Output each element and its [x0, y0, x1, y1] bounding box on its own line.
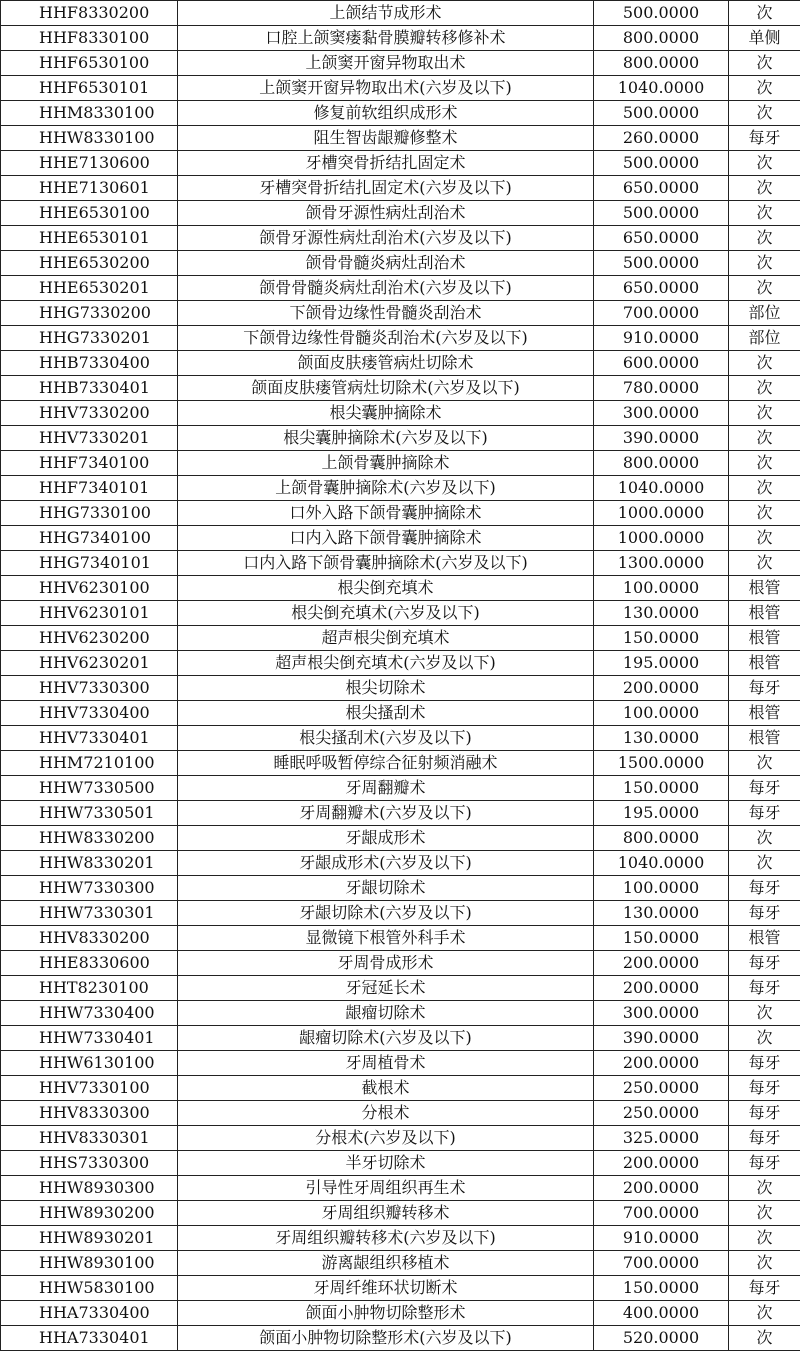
table-row [1, 376, 800, 401]
item-code-cell: HHW8330100 [1, 126, 178, 151]
item-price-cell: 1040.0000 [594, 476, 729, 501]
item-price-cell: 650.0000 [594, 276, 729, 301]
table-row [1, 1326, 800, 1351]
item-name-cell: 阻生智齿龈瓣修整术 [178, 126, 594, 151]
item-code-cell: HHV6230200 [1, 626, 178, 651]
item-unit-cell: 每牙 [729, 976, 800, 1001]
item-unit-cell: 根管 [729, 726, 800, 751]
item-unit-cell: 次 [729, 1, 800, 26]
item-code-cell: HHF6530101 [1, 76, 178, 101]
item-name-cell: 口内入路下颌骨囊肿摘除术(六岁及以下) [178, 551, 594, 576]
item-unit-cell: 每牙 [729, 126, 800, 151]
item-code-cell: HHG7330200 [1, 301, 178, 326]
item-price-cell: 150.0000 [594, 926, 729, 951]
item-price-cell: 1000.0000 [594, 526, 729, 551]
item-code-cell: HHV8330200 [1, 926, 178, 951]
item-name-cell: 牙龈切除术(六岁及以下) [178, 901, 594, 926]
item-name-cell: 修复前软组织成形术 [178, 101, 594, 126]
item-price-cell: 700.0000 [594, 301, 729, 326]
item-code-cell: HHB7330401 [1, 376, 178, 401]
table-row [1, 626, 800, 651]
item-name-cell: 口内入路下颌骨囊肿摘除术 [178, 526, 594, 551]
item-unit-cell: 次 [729, 751, 800, 776]
item-price-cell: 100.0000 [594, 701, 729, 726]
table-row [1, 576, 800, 601]
item-name-cell: 上颌窦开窗异物取出术 [178, 51, 594, 76]
table-row [1, 1226, 800, 1251]
item-unit-cell: 次 [729, 501, 800, 526]
item-unit-cell: 次 [729, 76, 800, 101]
table-row [1, 851, 800, 876]
item-name-cell: 牙周翻瓣术(六岁及以下) [178, 801, 594, 826]
table-row [1, 251, 800, 276]
item-price-cell: 1500.0000 [594, 751, 729, 776]
item-price-cell: 100.0000 [594, 576, 729, 601]
item-unit-cell: 次 [729, 1326, 800, 1351]
item-name-cell: 牙龈切除术 [178, 876, 594, 901]
item-code-cell: HHW8930100 [1, 1251, 178, 1276]
table-row [1, 201, 800, 226]
item-code-cell: HHF7340100 [1, 451, 178, 476]
item-unit-cell: 次 [729, 376, 800, 401]
item-name-cell: 牙周组织瓣转移术(六岁及以下) [178, 1226, 594, 1251]
item-unit-cell: 每牙 [729, 901, 800, 926]
table-row [1, 901, 800, 926]
item-price-cell: 130.0000 [594, 726, 729, 751]
fee-schedule-body [1, 1, 800, 1351]
item-price-cell: 325.0000 [594, 1126, 729, 1151]
item-code-cell: HHE6530100 [1, 201, 178, 226]
item-name-cell: 半牙切除术 [178, 1151, 594, 1176]
item-unit-cell: 每牙 [729, 1126, 800, 1151]
item-price-cell: 200.0000 [594, 976, 729, 1001]
table-row [1, 1001, 800, 1026]
item-price-cell: 200.0000 [594, 1051, 729, 1076]
table-row [1, 676, 800, 701]
item-price-cell: 910.0000 [594, 326, 729, 351]
item-unit-cell: 每牙 [729, 1276, 800, 1301]
item-name-cell: 根尖切除术 [178, 676, 594, 701]
item-code-cell: HHW8330200 [1, 826, 178, 851]
table-row [1, 1026, 800, 1051]
item-code-cell: HHE6530201 [1, 276, 178, 301]
item-code-cell: HHE6530200 [1, 251, 178, 276]
table-row [1, 876, 800, 901]
item-code-cell: HHE8330600 [1, 951, 178, 976]
item-unit-cell: 每牙 [729, 1076, 800, 1101]
item-price-cell: 650.0000 [594, 226, 729, 251]
item-price-cell: 400.0000 [594, 1301, 729, 1326]
item-name-cell: 分根术(六岁及以下) [178, 1126, 594, 1151]
item-price-cell: 195.0000 [594, 801, 729, 826]
item-price-cell: 250.0000 [594, 1101, 729, 1126]
item-name-cell: 上颌骨囊肿摘除术(六岁及以下) [178, 476, 594, 501]
item-unit-cell: 每牙 [729, 801, 800, 826]
item-unit-cell: 次 [729, 51, 800, 76]
table-row [1, 1251, 800, 1276]
item-price-cell: 800.0000 [594, 26, 729, 51]
item-code-cell: HHW7330301 [1, 901, 178, 926]
item-unit-cell: 次 [729, 201, 800, 226]
item-name-cell: 显微镜下根管外科手术 [178, 926, 594, 951]
table-row [1, 226, 800, 251]
table-row [1, 1, 800, 26]
table-row [1, 801, 800, 826]
item-unit-cell: 次 [729, 1176, 800, 1201]
item-code-cell: HHG7330100 [1, 501, 178, 526]
item-price-cell: 910.0000 [594, 1226, 729, 1251]
table-row [1, 776, 800, 801]
item-unit-cell: 每牙 [729, 1151, 800, 1176]
item-code-cell: HHV6230100 [1, 576, 178, 601]
item-unit-cell: 次 [729, 176, 800, 201]
item-code-cell: HHV6230101 [1, 601, 178, 626]
table-row [1, 701, 800, 726]
item-price-cell: 130.0000 [594, 601, 729, 626]
item-unit-cell: 次 [729, 476, 800, 501]
table-row [1, 526, 800, 551]
table-row [1, 1176, 800, 1201]
item-code-cell: HHW7330500 [1, 776, 178, 801]
item-price-cell: 200.0000 [594, 951, 729, 976]
item-unit-cell: 部位 [729, 326, 800, 351]
item-code-cell: HHV7330100 [1, 1076, 178, 1101]
item-unit-cell: 每牙 [729, 951, 800, 976]
table-row [1, 1101, 800, 1126]
item-code-cell: HHW8930201 [1, 1226, 178, 1251]
item-name-cell: 根尖囊肿摘除术 [178, 401, 594, 426]
item-unit-cell: 每牙 [729, 676, 800, 701]
item-name-cell: 上颌窦开窗异物取出术(六岁及以下) [178, 76, 594, 101]
item-name-cell: 下颌骨边缘性骨髓炎刮治术(六岁及以下) [178, 326, 594, 351]
item-name-cell: 牙周组织瓣转移术 [178, 1201, 594, 1226]
item-unit-cell: 次 [729, 1301, 800, 1326]
item-name-cell: 引导性牙周组织再生术 [178, 1176, 594, 1201]
item-code-cell: HHE7130600 [1, 151, 178, 176]
item-name-cell: 睡眠呼吸暂停综合征射频消融术 [178, 751, 594, 776]
item-code-cell: HHW5830100 [1, 1276, 178, 1301]
table-row [1, 276, 800, 301]
item-price-cell: 780.0000 [594, 376, 729, 401]
table-row [1, 101, 800, 126]
table-row [1, 601, 800, 626]
item-code-cell: HHT8230100 [1, 976, 178, 1001]
item-code-cell: HHW7330300 [1, 876, 178, 901]
table-row [1, 726, 800, 751]
item-code-cell: HHW8930300 [1, 1176, 178, 1201]
item-unit-cell: 根管 [729, 626, 800, 651]
item-price-cell: 650.0000 [594, 176, 729, 201]
item-unit-cell: 次 [729, 401, 800, 426]
table-row [1, 551, 800, 576]
item-code-cell: HHA7330401 [1, 1326, 178, 1351]
table-row [1, 51, 800, 76]
item-price-cell: 500.0000 [594, 201, 729, 226]
item-unit-cell: 每牙 [729, 876, 800, 901]
item-code-cell: HHW7330400 [1, 1001, 178, 1026]
table-row [1, 751, 800, 776]
item-name-cell: 截根术 [178, 1076, 594, 1101]
item-unit-cell: 次 [729, 151, 800, 176]
item-unit-cell: 次 [729, 1026, 800, 1051]
item-code-cell: HHE6530101 [1, 226, 178, 251]
item-code-cell: HHW7330501 [1, 801, 178, 826]
table-row [1, 926, 800, 951]
table-row [1, 76, 800, 101]
item-unit-cell: 次 [729, 551, 800, 576]
table-row [1, 1301, 800, 1326]
item-name-cell: 下颌骨边缘性骨髓炎刮治术 [178, 301, 594, 326]
item-price-cell: 520.0000 [594, 1326, 729, 1351]
item-price-cell: 1300.0000 [594, 551, 729, 576]
item-code-cell: HHM7210100 [1, 751, 178, 776]
item-name-cell: 超声根尖倒充填术(六岁及以下) [178, 651, 594, 676]
item-price-cell: 600.0000 [594, 351, 729, 376]
item-name-cell: 根尖倒充填术 [178, 576, 594, 601]
item-unit-cell: 每牙 [729, 1051, 800, 1076]
table-row [1, 126, 800, 151]
item-code-cell: HHM8330100 [1, 101, 178, 126]
item-price-cell: 700.0000 [594, 1201, 729, 1226]
item-unit-cell: 部位 [729, 301, 800, 326]
item-name-cell: 牙槽突骨折结扎固定术(六岁及以下) [178, 176, 594, 201]
item-name-cell: 牙龈成形术 [178, 826, 594, 851]
table-row [1, 301, 800, 326]
item-unit-cell: 次 [729, 451, 800, 476]
item-price-cell: 150.0000 [594, 626, 729, 651]
item-price-cell: 1040.0000 [594, 76, 729, 101]
item-price-cell: 390.0000 [594, 426, 729, 451]
table-row [1, 1201, 800, 1226]
item-name-cell: 口腔上颌窦瘘黏骨膜瓣转移修补术 [178, 26, 594, 51]
item-unit-cell: 每牙 [729, 1101, 800, 1126]
item-price-cell: 150.0000 [594, 776, 729, 801]
item-price-cell: 1040.0000 [594, 851, 729, 876]
item-name-cell: 分根术 [178, 1101, 594, 1126]
table-row [1, 1126, 800, 1151]
item-code-cell: HHW8930200 [1, 1201, 178, 1226]
item-price-cell: 500.0000 [594, 251, 729, 276]
item-unit-cell: 根管 [729, 601, 800, 626]
item-unit-cell: 根管 [729, 651, 800, 676]
item-name-cell: 颌骨骨髓炎病灶刮治术(六岁及以下) [178, 276, 594, 301]
item-code-cell: HHV8330300 [1, 1101, 178, 1126]
item-unit-cell: 次 [729, 1201, 800, 1226]
item-price-cell: 200.0000 [594, 1151, 729, 1176]
table-row [1, 1276, 800, 1301]
item-price-cell: 500.0000 [594, 1, 729, 26]
item-unit-cell: 根管 [729, 701, 800, 726]
item-price-cell: 390.0000 [594, 1026, 729, 1051]
item-code-cell: HHV7330200 [1, 401, 178, 426]
item-unit-cell: 单侧 [729, 26, 800, 51]
item-name-cell: 牙冠延长术 [178, 976, 594, 1001]
item-name-cell: 颌骨牙源性病灶刮治术 [178, 201, 594, 226]
item-code-cell: HHG7330201 [1, 326, 178, 351]
item-code-cell: HHF8330100 [1, 26, 178, 51]
item-name-cell: 颌骨骨髓炎病灶刮治术 [178, 251, 594, 276]
item-code-cell: HHV7330401 [1, 726, 178, 751]
item-code-cell: HHA7330400 [1, 1301, 178, 1326]
item-unit-cell: 次 [729, 276, 800, 301]
item-name-cell: 颌骨牙源性病灶刮治术(六岁及以下) [178, 226, 594, 251]
item-unit-cell: 次 [729, 851, 800, 876]
item-unit-cell: 次 [729, 251, 800, 276]
item-unit-cell: 根管 [729, 926, 800, 951]
item-code-cell: HHV7330201 [1, 426, 178, 451]
item-price-cell: 800.0000 [594, 51, 729, 76]
item-unit-cell: 次 [729, 826, 800, 851]
item-code-cell: HHW6130100 [1, 1051, 178, 1076]
item-unit-cell: 次 [729, 226, 800, 251]
item-code-cell: HHB7330400 [1, 351, 178, 376]
item-unit-cell: 次 [729, 426, 800, 451]
item-name-cell: 根尖搔刮术 [178, 701, 594, 726]
item-code-cell: HHV7330300 [1, 676, 178, 701]
item-price-cell: 800.0000 [594, 826, 729, 851]
item-code-cell: HHW8330201 [1, 851, 178, 876]
table-row [1, 26, 800, 51]
table-row [1, 451, 800, 476]
table-row [1, 1051, 800, 1076]
item-price-cell: 200.0000 [594, 676, 729, 701]
item-name-cell: 根尖倒充填术(六岁及以下) [178, 601, 594, 626]
item-code-cell: HHF6530100 [1, 51, 178, 76]
table-row [1, 951, 800, 976]
item-price-cell: 300.0000 [594, 401, 729, 426]
item-name-cell: 游离龈组织移植术 [178, 1251, 594, 1276]
item-price-cell: 130.0000 [594, 901, 729, 926]
item-name-cell: 根尖搔刮术(六岁及以下) [178, 726, 594, 751]
item-name-cell: 颌面小肿物切除整形术(六岁及以下) [178, 1326, 594, 1351]
table-row [1, 651, 800, 676]
table-row [1, 401, 800, 426]
item-unit-cell: 次 [729, 1251, 800, 1276]
item-name-cell: 牙周翻瓣术 [178, 776, 594, 801]
table-row [1, 826, 800, 851]
item-name-cell: 颌面皮肤瘘管病灶切除术(六岁及以下) [178, 376, 594, 401]
item-unit-cell: 次 [729, 1001, 800, 1026]
item-name-cell: 超声根尖倒充填术 [178, 626, 594, 651]
item-price-cell: 195.0000 [594, 651, 729, 676]
item-code-cell: HHV7330400 [1, 701, 178, 726]
item-price-cell: 800.0000 [594, 451, 729, 476]
table-row [1, 326, 800, 351]
table-row [1, 1151, 800, 1176]
item-unit-cell: 每牙 [729, 776, 800, 801]
table-row [1, 176, 800, 201]
item-name-cell: 口外入路下颌骨囊肿摘除术 [178, 501, 594, 526]
item-name-cell: 颌面皮肤瘘管病灶切除术 [178, 351, 594, 376]
item-name-cell: 根尖囊肿摘除术(六岁及以下) [178, 426, 594, 451]
item-name-cell: 牙周纤维环状切断术 [178, 1276, 594, 1301]
item-price-cell: 200.0000 [594, 1176, 729, 1201]
item-price-cell: 500.0000 [594, 101, 729, 126]
item-price-cell: 250.0000 [594, 1076, 729, 1101]
table-row [1, 151, 800, 176]
item-name-cell: 牙槽突骨折结扎固定术 [178, 151, 594, 176]
table-row [1, 426, 800, 451]
table-row [1, 476, 800, 501]
item-name-cell: 颌面小肿物切除整形术 [178, 1301, 594, 1326]
item-name-cell: 牙周骨成形术 [178, 951, 594, 976]
item-unit-cell: 次 [729, 526, 800, 551]
item-code-cell: HHS7330300 [1, 1151, 178, 1176]
item-unit-cell: 次 [729, 351, 800, 376]
item-price-cell: 1000.0000 [594, 501, 729, 526]
item-unit-cell: 根管 [729, 576, 800, 601]
item-code-cell: HHG7340100 [1, 526, 178, 551]
table-row [1, 351, 800, 376]
item-code-cell: HHE7130601 [1, 176, 178, 201]
item-name-cell: 牙周植骨术 [178, 1051, 594, 1076]
item-price-cell: 500.0000 [594, 151, 729, 176]
item-price-cell: 700.0000 [594, 1251, 729, 1276]
table-row [1, 976, 800, 1001]
item-name-cell: 龈瘤切除术(六岁及以下) [178, 1026, 594, 1051]
item-code-cell: HHV8330301 [1, 1126, 178, 1151]
item-code-cell: HHF7340101 [1, 476, 178, 501]
item-price-cell: 260.0000 [594, 126, 729, 151]
item-name-cell: 牙龈成形术(六岁及以下) [178, 851, 594, 876]
item-unit-cell: 次 [729, 1226, 800, 1251]
item-code-cell: HHV6230201 [1, 651, 178, 676]
item-code-cell: HHG7340101 [1, 551, 178, 576]
item-price-cell: 150.0000 [594, 1276, 729, 1301]
item-name-cell: 上颌结节成形术 [178, 1, 594, 26]
item-name-cell: 上颌骨囊肿摘除术 [178, 451, 594, 476]
table-row [1, 501, 800, 526]
item-unit-cell: 次 [729, 101, 800, 126]
item-price-cell: 300.0000 [594, 1001, 729, 1026]
item-price-cell: 100.0000 [594, 876, 729, 901]
item-name-cell: 龈瘤切除术 [178, 1001, 594, 1026]
table-row [1, 1076, 800, 1101]
item-code-cell: HHW7330401 [1, 1026, 178, 1051]
item-code-cell: HHF8330200 [1, 1, 178, 26]
